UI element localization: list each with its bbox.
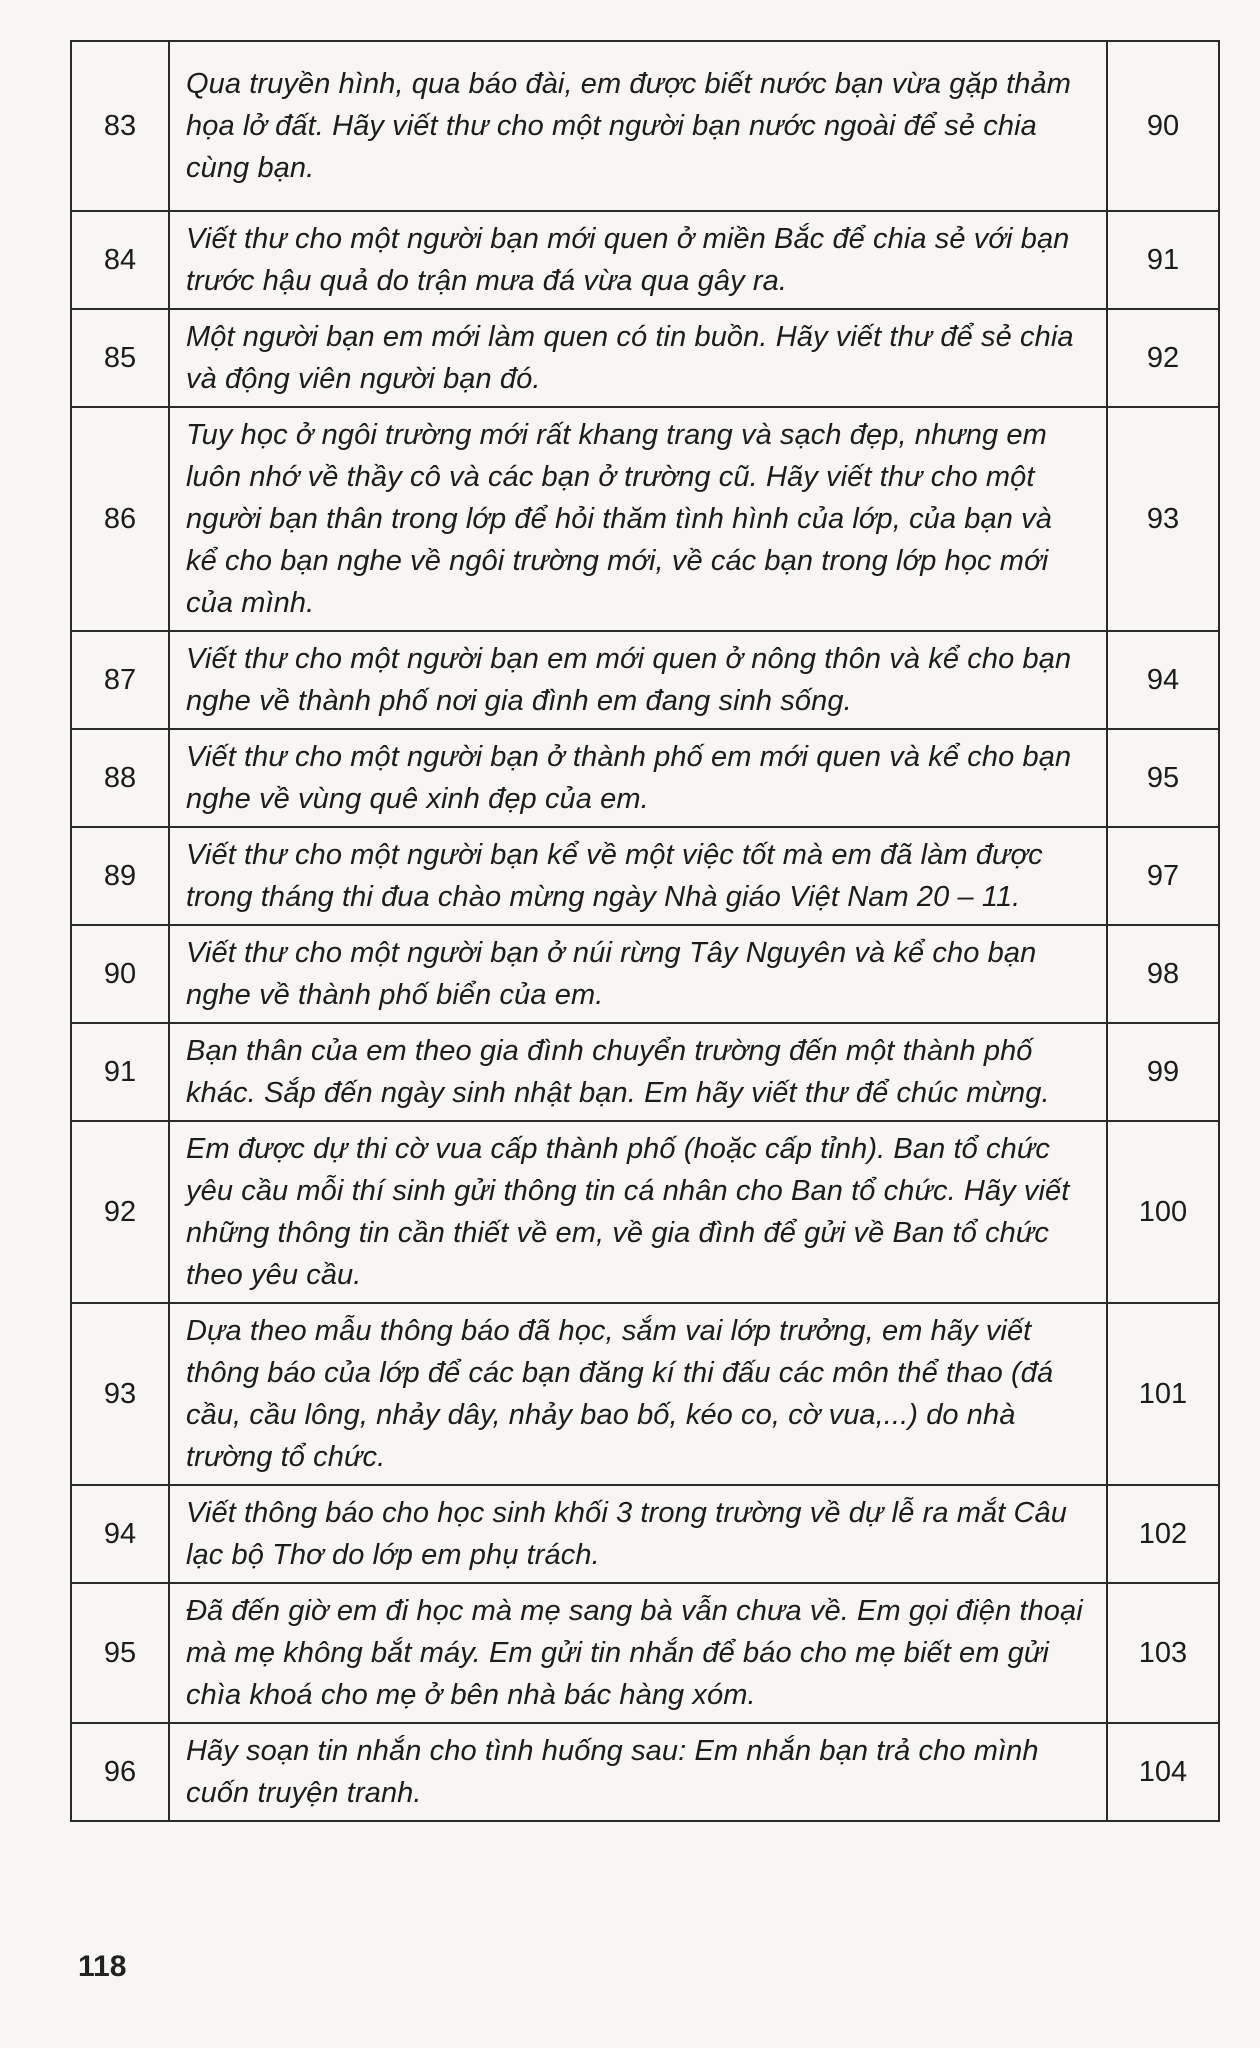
item-description: Viết thư cho một người bạn em mới quen ở nông thôn và kể cho bạn nghe về thành phố nơi gia đình em đang sinh sống. [169,631,1107,729]
item-number: 92 [71,1121,169,1303]
table-row [71,827,1219,925]
item-description: Viết thư cho một người bạn ở thành phố em mới quen và kể cho bạn nghe về vùng quê xinh đẹp của em. [169,729,1107,827]
table-row [71,1303,1219,1485]
item-page-number: 94 [1107,631,1219,729]
item-number: 94 [71,1485,169,1583]
table-row [71,1023,1219,1121]
item-page-number: 103 [1107,1583,1219,1723]
item-description: Một người bạn em mới làm quen có tin buồn. Hãy viết thư để sẻ chia và động viên người bạn đó. [169,309,1107,407]
item-description: Đã đến giờ em đi học mà mẹ sang bà vẫn chưa về. Em gọi điện thoại mà mẹ không bắt máy. Em gửi tin nhắn để báo cho mẹ biết em gửi chìa khoá cho mẹ ở bên nhà bác hàng xóm. [169,1583,1107,1723]
item-number: 96 [71,1723,169,1821]
contents-table-body [71,41,1219,1821]
item-number: 84 [71,211,169,309]
item-description: Qua truyền hình, qua báo đài, em được biết nước bạn vừa gặp thảm họa lở đất. Hãy viết thư cho một người bạn nước ngoài để sẻ chia cùng bạn. [169,41,1107,211]
item-description: Viết thư cho một người bạn mới quen ở miền Bắc để chia sẻ với bạn trước hậu quả do trận mưa đá vừa qua gây ra. [169,211,1107,309]
table-row [71,407,1219,631]
item-number: 90 [71,925,169,1023]
item-description: Tuy học ở ngôi trường mới rất khang trang và sạch đẹp, nhưng em luôn nhớ về thầy cô và các bạn ở trường cũ. Hãy viết thư cho một người bạn thân trong lớp để hỏi thăm tình hình của lớp, của bạn và kể cho bạn nghe về ngôi trường mới, về các bạn trong lớp học mới của mình. [169,407,1107,631]
table-row [71,925,1219,1023]
table-row [71,631,1219,729]
page-number: 118 [78,1950,127,1983]
item-page-number: 99 [1107,1023,1219,1121]
item-number: 86 [71,407,169,631]
item-number: 95 [71,1583,169,1723]
item-page-number: 101 [1107,1303,1219,1485]
item-page-number: 98 [1107,925,1219,1023]
table-row [71,1723,1219,1821]
item-page-number: 91 [1107,211,1219,309]
item-page-number: 92 [1107,309,1219,407]
table-row [71,41,1219,211]
item-number: 89 [71,827,169,925]
item-description: Bạn thân của em theo gia đình chuyển trường đến một thành phố khác. Sắp đến ngày sinh nhật bạn. Em hãy viết thư để chúc mừng. [169,1023,1107,1121]
item-page-number: 95 [1107,729,1219,827]
item-description: Dựa theo mẫu thông báo đã học, sắm vai lớp trưởng, em hãy viết thông báo của lớp để các bạn đăng kí thi đấu các môn thể thao (đá cầu, cầu lông, nhảy dây, nhảy bao bố, kéo co, cờ vua,...) do nhà trường tổ chức. [169,1303,1107,1485]
item-number: 88 [71,729,169,827]
item-number: 83 [71,41,169,211]
table-row [71,211,1219,309]
item-page-number: 97 [1107,827,1219,925]
table-row [71,729,1219,827]
item-description: Hãy soạn tin nhắn cho tình huống sau: Em nhắn bạn trả cho mình cuốn truyện tranh. [169,1723,1107,1821]
table-row [71,1121,1219,1303]
item-number: 87 [71,631,169,729]
item-description: Viết thông báo cho học sinh khối 3 trong trường về dự lễ ra mắt Câu lạc bộ Thơ do lớp em phụ trách. [169,1485,1107,1583]
item-description: Viết thư cho một người bạn kể về một việc tốt mà em đã làm được trong tháng thi đua chào mừng ngày Nhà giáo Việt Nam 20 – 11. [169,827,1107,925]
item-number: 91 [71,1023,169,1121]
item-page-number: 93 [1107,407,1219,631]
item-page-number: 104 [1107,1723,1219,1821]
item-description: Em được dự thi cờ vua cấp thành phố (hoặc cấp tỉnh). Ban tổ chức yêu cầu mỗi thí sinh gửi thông tin cá nhân cho Ban tổ chức. Hãy viết những thông tin cần thiết về em, về gia đình để gửi về Ban tổ chức theo yêu cầu. [169,1121,1107,1303]
table-row [71,1583,1219,1723]
table-row [71,1485,1219,1583]
item-page-number: 102 [1107,1485,1219,1583]
item-number: 93 [71,1303,169,1485]
item-description: Viết thư cho một người bạn ở núi rừng Tây Nguyên và kể cho bạn nghe về thành phố biển của em. [169,925,1107,1023]
item-page-number: 90 [1107,41,1219,211]
item-number: 85 [71,309,169,407]
contents-table [70,40,1220,1822]
item-page-number: 100 [1107,1121,1219,1303]
table-row [71,309,1219,407]
